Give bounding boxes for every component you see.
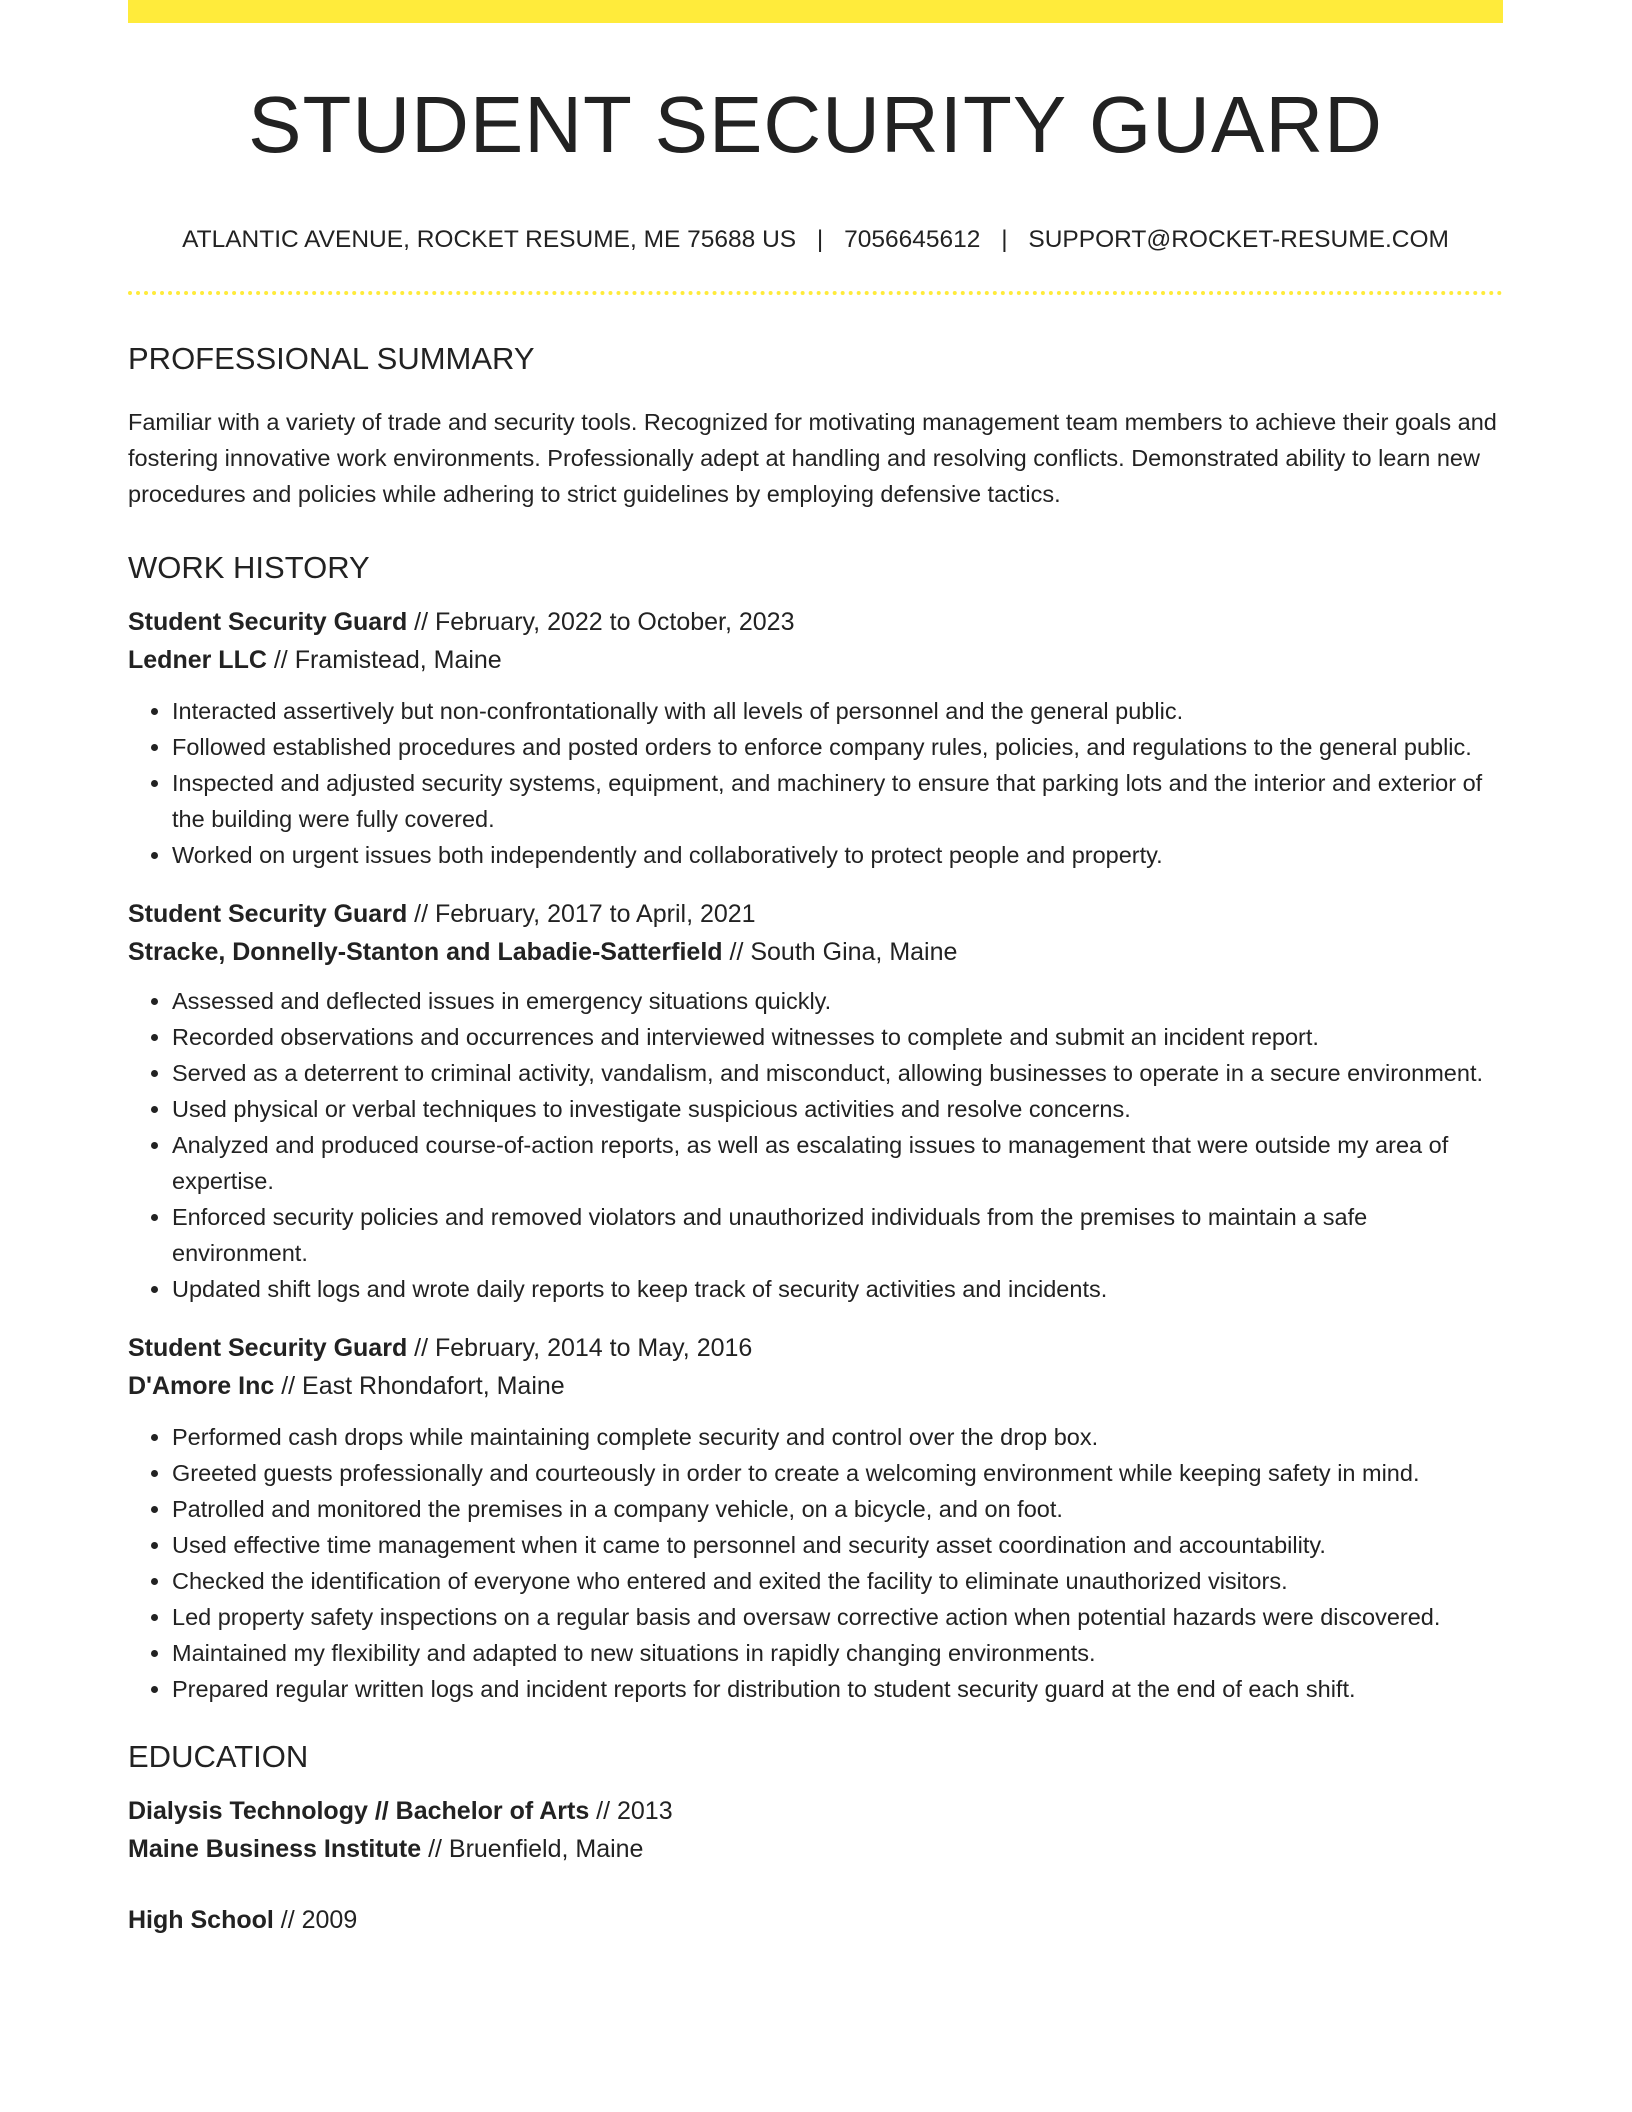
job-company-line [128,641,1503,679]
list-item: • Patrolled and monitored the premises in a company vehicle, on a bicycle, and on foot. [172,1491,1503,1527]
list-item: • Maintained my flexibility and adapted to new situations in rapidly changing environments. [172,1635,1503,1671]
list-item: • Checked the identification of everyone who entered and exited the facility to eliminate unauthorized visitors. [172,1563,1503,1599]
education-year: // 2013 [589,1796,673,1825]
job-title-line [128,895,1503,933]
list-item: • Analyzed and produced course-of-action reports, as well as escalating issues to management that were outside my area of expertise. [172,1127,1503,1199]
job-bullets [128,693,1503,873]
job-title-line [128,603,1503,641]
list-item: • Led property safety inspections on a regular basis and oversaw corrective action when potential hazards were discovered. [172,1599,1503,1635]
job-location: // East Rhondafort, Maine [274,1371,565,1400]
list-item: • Followed established procedures and posted orders to enforce company rules, policies, and regulations to the general public. [172,729,1503,765]
resume-page [128,0,1503,1939]
education-degree: Dialysis Technology // Bachelor of Arts [128,1796,590,1825]
list-item: • Inspected and adjusted security systems, equipment, and machinery to ensure that parking lots and the interior and exterior of the building were fully covered. [172,765,1503,837]
list-item: • Interacted assertively but non-confrontationally with all levels of personnel and the general public. [172,693,1503,729]
education-year: // 2009 [273,1905,358,1934]
contact-phone: 7056645612 [844,226,981,253]
work-history-heading: WORK HISTORY [128,549,370,585]
list-item: • Enforced security policies and removed violators and unauthorized individuals from the premises to maintain a safe environment. [172,1199,1503,1271]
job-role: Student Security Guard [128,607,408,636]
contact-separator: | [1001,226,1008,253]
list-item: • Worked on urgent issues both independently and collaboratively to protect people and property. [172,837,1503,873]
list-item: • Served as a deterrent to criminal activity, vandalism, and misconduct, allowing businesses to operate in a secure environment. [172,1055,1503,1091]
list-item: • Assessed and deflected issues in emergency situations quickly. [172,983,1503,1019]
job-dates: // February, 2017 to April, 2021 [407,899,756,928]
education-degree-line [128,1901,1503,1939]
job-location: // South Gina, Maine [722,937,958,966]
list-item: • Recorded observations and occurrences and interviewed witnesses to complete and submit an incident report. [172,1019,1503,1055]
candidate-name: STUDENT SECURITY GUARD [248,80,1383,169]
job-entry [128,895,1503,1307]
education-entry [128,1901,1503,1939]
contact-email: SUPPORT@ROCKET-RESUME.COM [1028,226,1449,253]
summary-heading: PROFESSIONAL SUMMARY [128,340,535,376]
job-location: // Framistead, Maine [266,645,502,674]
list-item: • Used effective time management when it came to personnel and security asset coordination and accountability. [172,1527,1503,1563]
list-item: • Updated shift logs and wrote daily reports to keep track of security activities and incidents. [172,1271,1503,1307]
education-degree-line [128,1792,1503,1830]
list-item: • Used physical or verbal techniques to investigate suspicious activities and resolve concerns. [172,1091,1503,1127]
list-item: • Greeted guests professionally and courteously in order to create a welcoming environment while keeping safety in mind. [172,1455,1503,1491]
contact-separator: | [816,226,824,253]
job-company: Stracke, Donnelly-Stanton and Labadie-Satterfield [128,937,723,966]
job-entry [128,1329,1503,1707]
job-bullets [128,1419,1503,1707]
summary-text: Familiar with a variety of trade and security tools. Recognized for motivating management team members to achieve their goals and fostering innovative work environments. Professionally adept at handling and resolving conflicts. Demonstrated ability to learn new procedures and policies while adhering to strict guidelines by employing defensive tactics. [128,408,1497,507]
contact-address: ATLANTIC AVENUE, ROCKET RESUME, ME 75688 US [182,226,797,253]
education-school: Maine Business Institute [128,1834,422,1863]
job-dates: // February, 2014 to May, 2016 [407,1333,753,1362]
education-heading: EDUCATION [128,1738,309,1774]
job-role: Student Security Guard [128,899,408,928]
job-role: Student Security Guard [128,1333,408,1362]
dotted-divider [128,291,1503,295]
job-company: D'Amore Inc [128,1371,275,1400]
job-company-line [128,933,1503,971]
list-item: • Prepared regular written logs and incident reports for distribution to student security guard at the end of each shift. [172,1671,1503,1707]
education-entry [128,1792,1503,1868]
accent-top-bar [128,0,1503,23]
job-company-line [128,1367,1503,1405]
job-entry [128,603,1503,873]
job-title-line [128,1329,1503,1367]
education-degree: High School [128,1905,274,1934]
list-item: • Performed cash drops while maintaining complete security and control over the drop box. [172,1419,1503,1455]
job-bullets [128,983,1503,1307]
contact-line [128,228,1503,253]
job-company: Ledner LLC [128,645,267,674]
education-location: // Bruenfield, Maine [421,1834,644,1863]
education-school-line [128,1830,1503,1868]
job-dates: // February, 2022 to October, 2023 [407,607,795,636]
